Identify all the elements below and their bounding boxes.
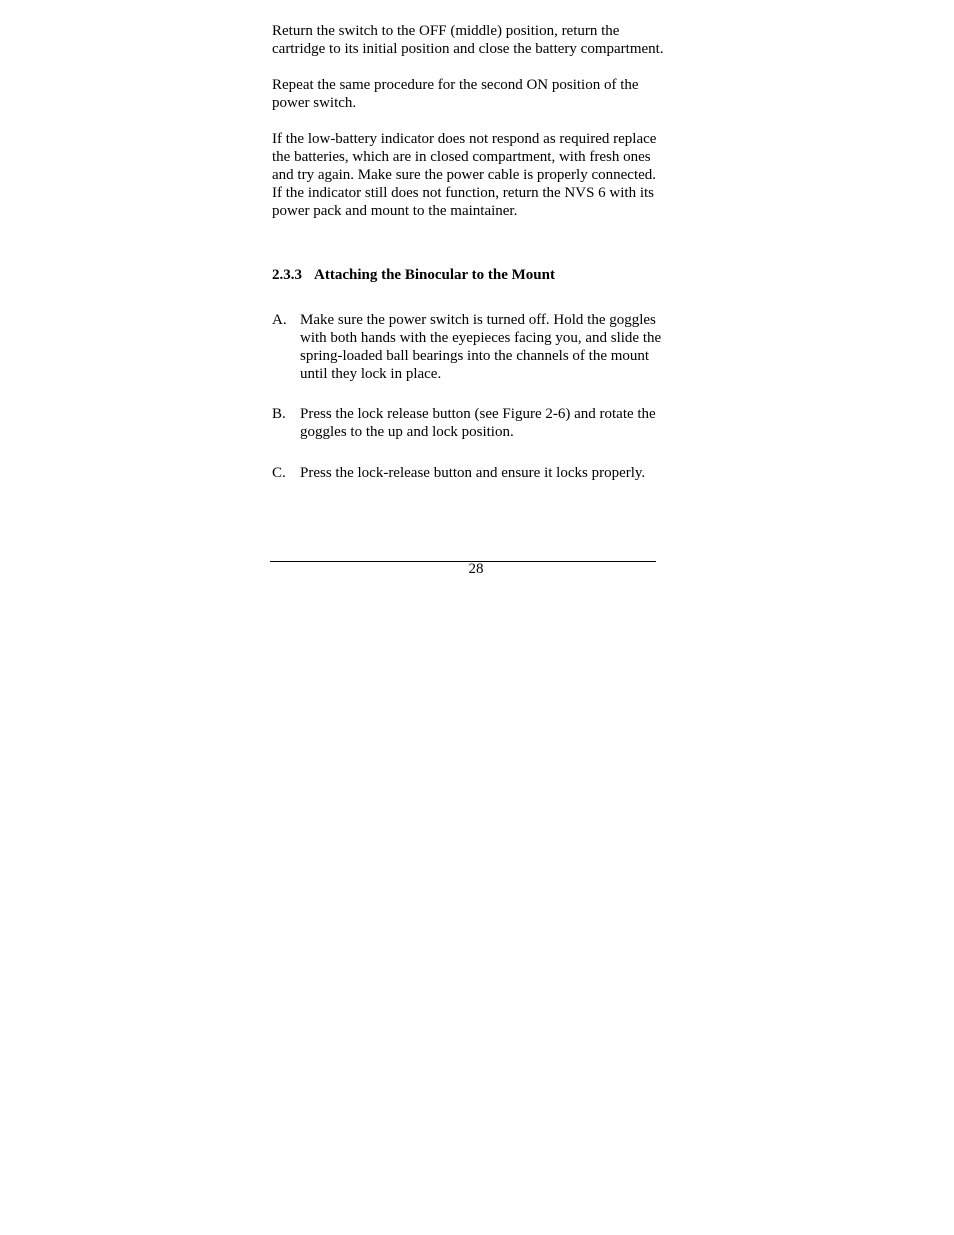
section-number: 2.3.3 — [272, 267, 302, 283]
page-number: 28 — [468, 561, 484, 577]
paragraph-repeat-procedure: Repeat the same procedure for the second ON position of the power switch. — [272, 77, 639, 111]
paragraph-low-battery: If the low-battery indicator does not respond as required replace the batteries, which are in closed compartment, with fresh ones and try again. Make sure the power cable is properly connected. If the indicator still does not function, return the NVS 6 with its power pack and mount to the maintainer. — [272, 131, 657, 219]
paragraph-return-switch: Return the switch to the OFF (middle) position, return the cartridge to its initial position and close the battery compartment. — [272, 23, 664, 57]
step-label: B. — [272, 406, 286, 422]
step-text: Press the lock release button (see Figure 2-6) and rotate the goggles to the up and lock position. — [300, 406, 656, 440]
section-title: Attaching the Binocular to the Mount — [314, 267, 555, 283]
step-text: Press the lock-release button and ensure it locks properly. — [300, 465, 646, 481]
step-label: C. — [272, 465, 286, 481]
step-label: A. — [272, 312, 287, 328]
step-text: Make sure the power switch is turned off. Hold the goggles with both hands with the eyepieces facing you, and slide the spring-loaded ball bearings into the channels of the mount until they lock in place. — [300, 312, 662, 382]
section-heading — [272, 266, 555, 284]
